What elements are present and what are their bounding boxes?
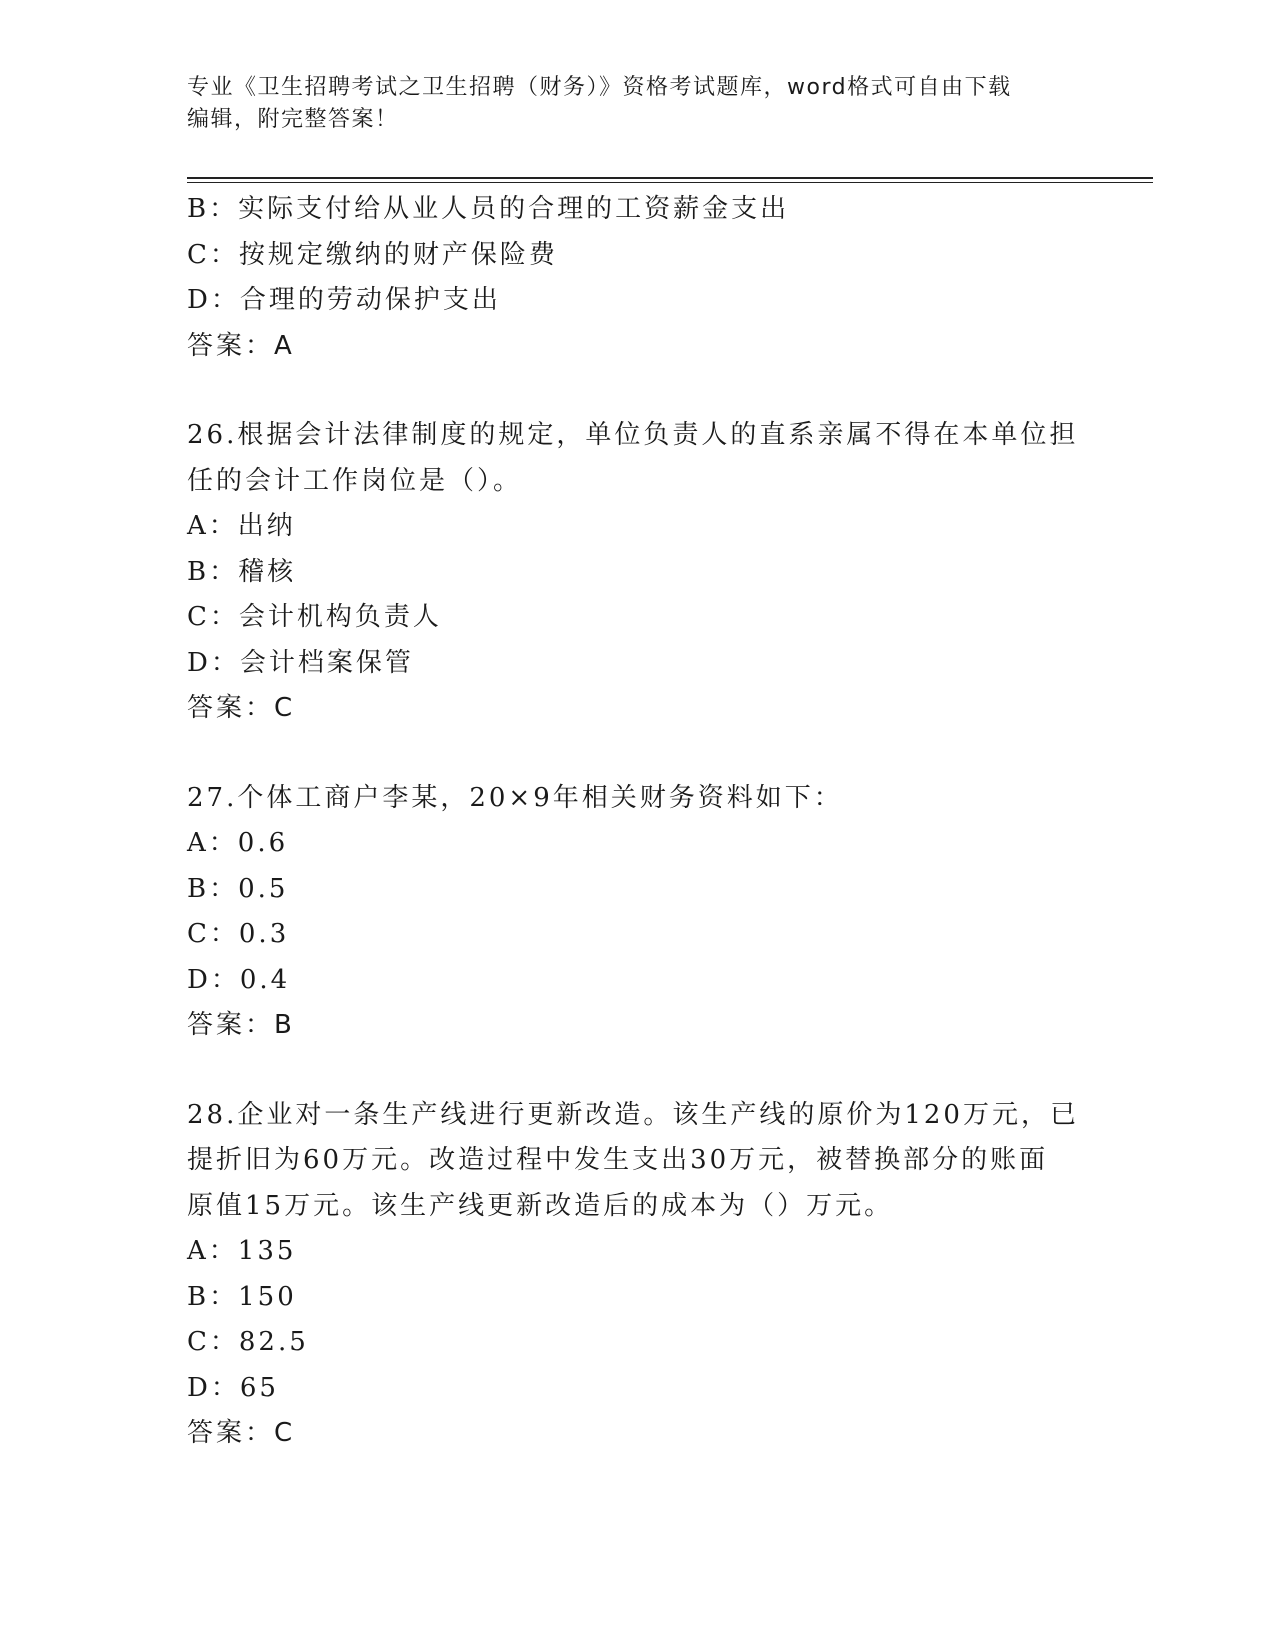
option-a: A：出纳 <box>187 511 296 541</box>
question-stem-line: 原值15万元。该生产线更新改造后的成本为（）万元。 <box>187 1190 894 1221</box>
option-a: A：135 <box>187 1236 297 1266</box>
question-25-continued <box>187 187 1087 369</box>
option-d: D：0.4 <box>187 964 291 995</box>
header-divider-thin <box>187 182 1153 183</box>
question-stem-line: 27.个体工商户李某，20×9年相关财务资料如下： <box>187 782 843 813</box>
answer-line: 答案：A <box>187 330 295 361</box>
option-b: B：稽核 <box>187 556 297 587</box>
option-c: C：82.5 <box>187 1327 309 1357</box>
question-stem-line: 提折旧为60万元。改造过程中发生支出30万元，被替换部分的账面 <box>187 1145 1049 1175</box>
header-line-2: 编辑，附完整答案！ <box>187 107 399 132</box>
option-b: B：实际支付给从业人员的合理的工资薪金支出 <box>187 194 790 224</box>
answer-line: 答案：B <box>187 1010 295 1040</box>
option-c: C：按规定缴纳的财产保险费 <box>187 239 558 270</box>
answer-line: 答案：C <box>187 1418 296 1448</box>
header-divider-thick <box>187 177 1153 179</box>
question-28 <box>187 1093 1087 1457</box>
question-stem-line: 任的会计工作岗位是（）。 <box>187 465 523 496</box>
header-line-1: 专业《卫生招聘考试之卫生招聘（财务）》资格考试题库，word格式可自由下载 <box>187 75 1012 100</box>
option-d: D：65 <box>187 1372 279 1403</box>
option-b: B：150 <box>187 1281 297 1312</box>
option-d: D：合理的劳动保护支出 <box>187 285 501 315</box>
option-d: D：会计档案保管 <box>187 647 414 678</box>
option-c: C：0.3 <box>187 919 290 949</box>
spacer <box>187 369 1087 413</box>
question-stem-line: 26.根据会计法律制度的规定，单位负责人的直系亲属不得在本单位担 <box>187 420 1079 450</box>
answer-line: 答案：C <box>187 693 296 723</box>
spacer <box>187 732 1087 776</box>
option-b: B：0.5 <box>187 873 289 904</box>
spacer <box>187 1049 1087 1093</box>
question-27 <box>187 776 1087 1049</box>
option-c: C：会计机构负责人 <box>187 602 442 632</box>
option-a: A：0.6 <box>187 828 289 858</box>
document-body <box>187 187 1087 1457</box>
question-26 <box>187 413 1087 732</box>
document-header <box>187 72 1067 136</box>
question-stem-line: 28.企业对一条生产线进行更新改造。该生产线的原价为120万元，已 <box>187 1099 1079 1130</box>
